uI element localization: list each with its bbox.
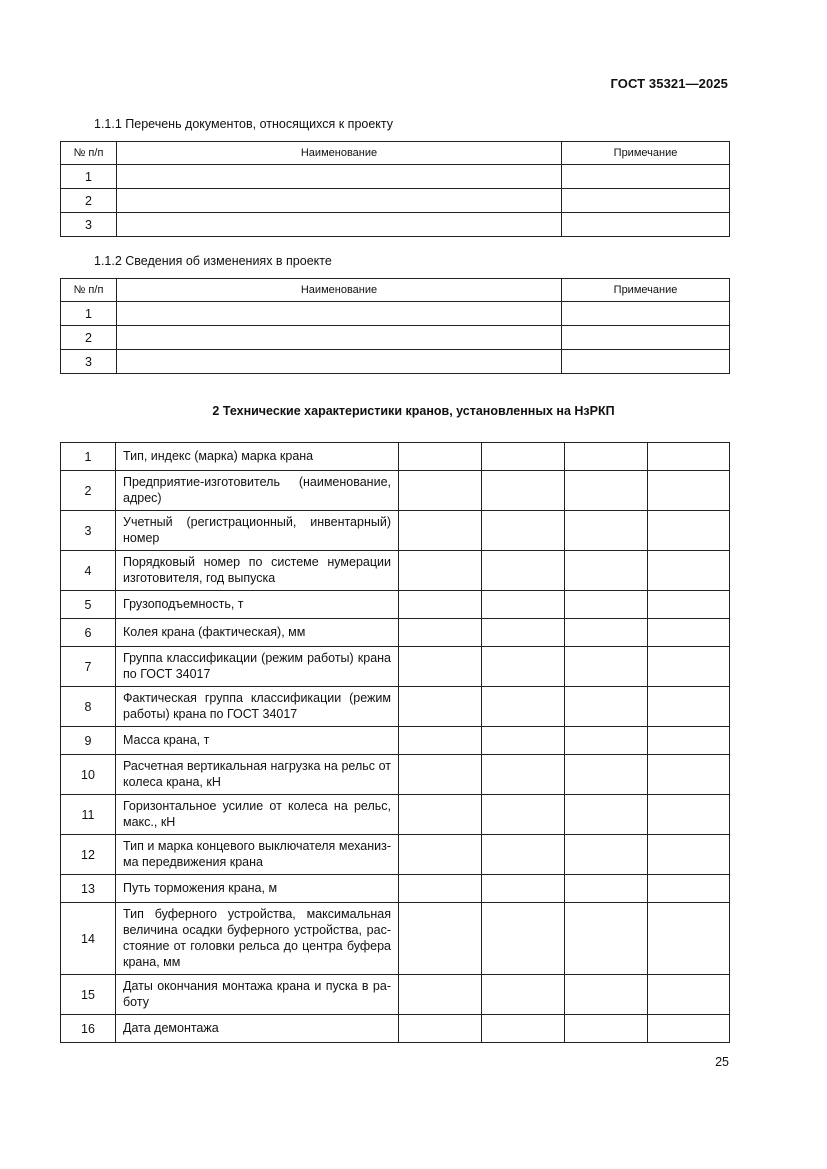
characteristic-label: Фактическая группа классификации (режим работы) крана по ГОСТ 34017 — [116, 687, 399, 727]
value-cell — [482, 511, 565, 551]
row-number: 1 — [61, 443, 116, 471]
row-number: 15 — [61, 975, 116, 1015]
characteristic-label: Колея крана (фактическая), мм — [116, 619, 399, 647]
value-cell — [648, 903, 730, 975]
value-cell — [482, 755, 565, 795]
row-number: 1 — [61, 302, 117, 326]
table-header-row — [61, 142, 730, 165]
row-number: 13 — [61, 875, 116, 903]
table-row — [61, 551, 730, 591]
value-cell — [648, 511, 730, 551]
value-cell — [482, 1015, 565, 1043]
value-cell — [399, 551, 482, 591]
row-number: 4 — [61, 551, 116, 591]
value-cell — [482, 471, 565, 511]
value-cell — [648, 687, 730, 727]
characteristic-label: Даты окончания монтажа крана и пуска в работу — [116, 975, 399, 1015]
note-cell — [562, 165, 730, 189]
table-row — [61, 443, 730, 471]
note-cell — [562, 213, 730, 237]
value-cell — [648, 619, 730, 647]
table-row — [61, 511, 730, 551]
value-cell — [565, 835, 648, 875]
value-cell — [648, 795, 730, 835]
value-cell — [399, 875, 482, 903]
value-cell — [565, 875, 648, 903]
note-cell — [562, 350, 730, 374]
row-number: 11 — [61, 795, 116, 835]
table-row — [61, 326, 730, 350]
value-cell — [482, 619, 565, 647]
row-number: 12 — [61, 835, 116, 875]
table-header-row — [61, 279, 730, 302]
characteristic-label: Тип буферного устройства, максимальная величина осадки буферного устройства, расстояние от головки рельса до центра буфера крана, мм — [116, 903, 399, 975]
column-header-note: Примечание — [562, 279, 730, 302]
table-row — [61, 591, 730, 619]
characteristic-label: Горизонтальное усилие от колеса на рельс, макс., кН — [116, 795, 399, 835]
value-cell — [648, 471, 730, 511]
row-number: 9 — [61, 727, 116, 755]
name-cell — [117, 350, 562, 374]
value-cell — [565, 511, 648, 551]
value-cell — [399, 591, 482, 619]
row-number: 5 — [61, 591, 116, 619]
table-row — [61, 795, 730, 835]
section-1-1-2-title: 1.1.2 Сведения об изменениях в проекте — [94, 254, 332, 268]
column-header-name: Наименование — [117, 142, 562, 165]
value-cell — [399, 755, 482, 795]
document-code-header: ГОСТ 35321—2025 — [610, 76, 728, 91]
name-cell — [117, 165, 562, 189]
crane-characteristics-table — [60, 442, 730, 1043]
value-cell — [399, 443, 482, 471]
row-number: 14 — [61, 903, 116, 975]
value-cell — [482, 551, 565, 591]
row-number: 3 — [61, 350, 117, 374]
row-number: 2 — [61, 326, 117, 350]
table-row — [61, 687, 730, 727]
value-cell — [482, 687, 565, 727]
value-cell — [565, 795, 648, 835]
row-number: 2 — [61, 189, 117, 213]
value-cell — [482, 975, 565, 1015]
value-cell — [482, 903, 565, 975]
table-row — [61, 647, 730, 687]
row-number: 8 — [61, 687, 116, 727]
value-cell — [648, 591, 730, 619]
row-number: 2 — [61, 471, 116, 511]
name-cell — [117, 302, 562, 326]
value-cell — [565, 551, 648, 591]
value-cell — [648, 875, 730, 903]
value-cell — [399, 903, 482, 975]
value-cell — [565, 591, 648, 619]
changes-table — [60, 278, 730, 374]
characteristic-label: Масса крана, т — [116, 727, 399, 755]
characteristic-label: Дата демонтажа — [116, 1015, 399, 1043]
value-cell — [648, 727, 730, 755]
value-cell — [399, 687, 482, 727]
value-cell — [565, 1015, 648, 1043]
value-cell — [648, 551, 730, 591]
note-cell — [562, 326, 730, 350]
table-row — [61, 755, 730, 795]
value-cell — [565, 471, 648, 511]
value-cell — [482, 727, 565, 755]
documents-table — [60, 141, 730, 237]
name-cell — [117, 213, 562, 237]
row-number: 1 — [61, 165, 117, 189]
characteristic-label: Порядковый номер по системе нумерации изготовителя, год выпуска — [116, 551, 399, 591]
value-cell — [399, 471, 482, 511]
note-cell — [562, 189, 730, 213]
characteristic-label: Предприятие-изготовитель (наименование, адрес) — [116, 471, 399, 511]
characteristic-label: Группа классификации (режим работы) крана по ГОСТ 34017 — [116, 647, 399, 687]
section-1-1-1-title: 1.1.1 Перечень документов, относящихся к проекту — [94, 117, 394, 131]
value-cell — [565, 975, 648, 1015]
value-cell — [399, 1015, 482, 1043]
value-cell — [565, 619, 648, 647]
value-cell — [565, 443, 648, 471]
row-number: 7 — [61, 647, 116, 687]
value-cell — [482, 443, 565, 471]
value-cell — [565, 755, 648, 795]
value-cell — [565, 647, 648, 687]
value-cell — [399, 647, 482, 687]
value-cell — [482, 835, 565, 875]
value-cell — [482, 591, 565, 619]
column-header-number: № п/п — [61, 279, 117, 302]
value-cell — [482, 875, 565, 903]
table-row — [61, 350, 730, 374]
value-cell — [399, 835, 482, 875]
table-row — [61, 189, 730, 213]
characteristic-label: Путь торможения крана, м — [116, 875, 399, 903]
table-row — [61, 975, 730, 1015]
row-number: 6 — [61, 619, 116, 647]
value-cell — [648, 755, 730, 795]
table-row — [61, 903, 730, 975]
column-header-name: Наименование — [117, 279, 562, 302]
value-cell — [565, 687, 648, 727]
table-row — [61, 213, 730, 237]
characteristic-label: Учетный (регистрационный, инвентарный) номер — [116, 511, 399, 551]
name-cell — [117, 189, 562, 213]
value-cell — [648, 443, 730, 471]
table-row — [61, 1015, 730, 1043]
table-row — [61, 302, 730, 326]
name-cell — [117, 326, 562, 350]
value-cell — [565, 903, 648, 975]
note-cell — [562, 302, 730, 326]
value-cell — [399, 619, 482, 647]
row-number: 16 — [61, 1015, 116, 1043]
value-cell — [482, 647, 565, 687]
value-cell — [648, 647, 730, 687]
table-row — [61, 727, 730, 755]
row-number: 3 — [61, 213, 117, 237]
table-row — [61, 875, 730, 903]
characteristic-label: Расчетная вертикальная нагрузка на рельс от колеса крана, кН — [116, 755, 399, 795]
column-header-number: № п/п — [61, 142, 117, 165]
table-row — [61, 165, 730, 189]
value-cell — [399, 727, 482, 755]
value-cell — [482, 795, 565, 835]
value-cell — [648, 975, 730, 1015]
value-cell — [648, 835, 730, 875]
value-cell — [648, 1015, 730, 1043]
row-number: 3 — [61, 511, 116, 551]
table-row — [61, 471, 730, 511]
table-row — [61, 835, 730, 875]
characteristic-label: Грузоподъемность, т — [116, 591, 399, 619]
column-header-note: Примечание — [562, 142, 730, 165]
row-number: 10 — [61, 755, 116, 795]
value-cell — [399, 975, 482, 1015]
characteristic-label: Тип, индекс (марка) марка крана — [116, 443, 399, 471]
value-cell — [399, 795, 482, 835]
value-cell — [399, 511, 482, 551]
table-row — [61, 619, 730, 647]
value-cell — [565, 727, 648, 755]
page-number: 25 — [715, 1055, 729, 1069]
characteristic-label: Тип и марка концевого выключателя механизма передвижения крана — [116, 835, 399, 875]
section-2-title: 2 Технические характеристики кранов, установленных на НзРКП — [212, 404, 615, 418]
